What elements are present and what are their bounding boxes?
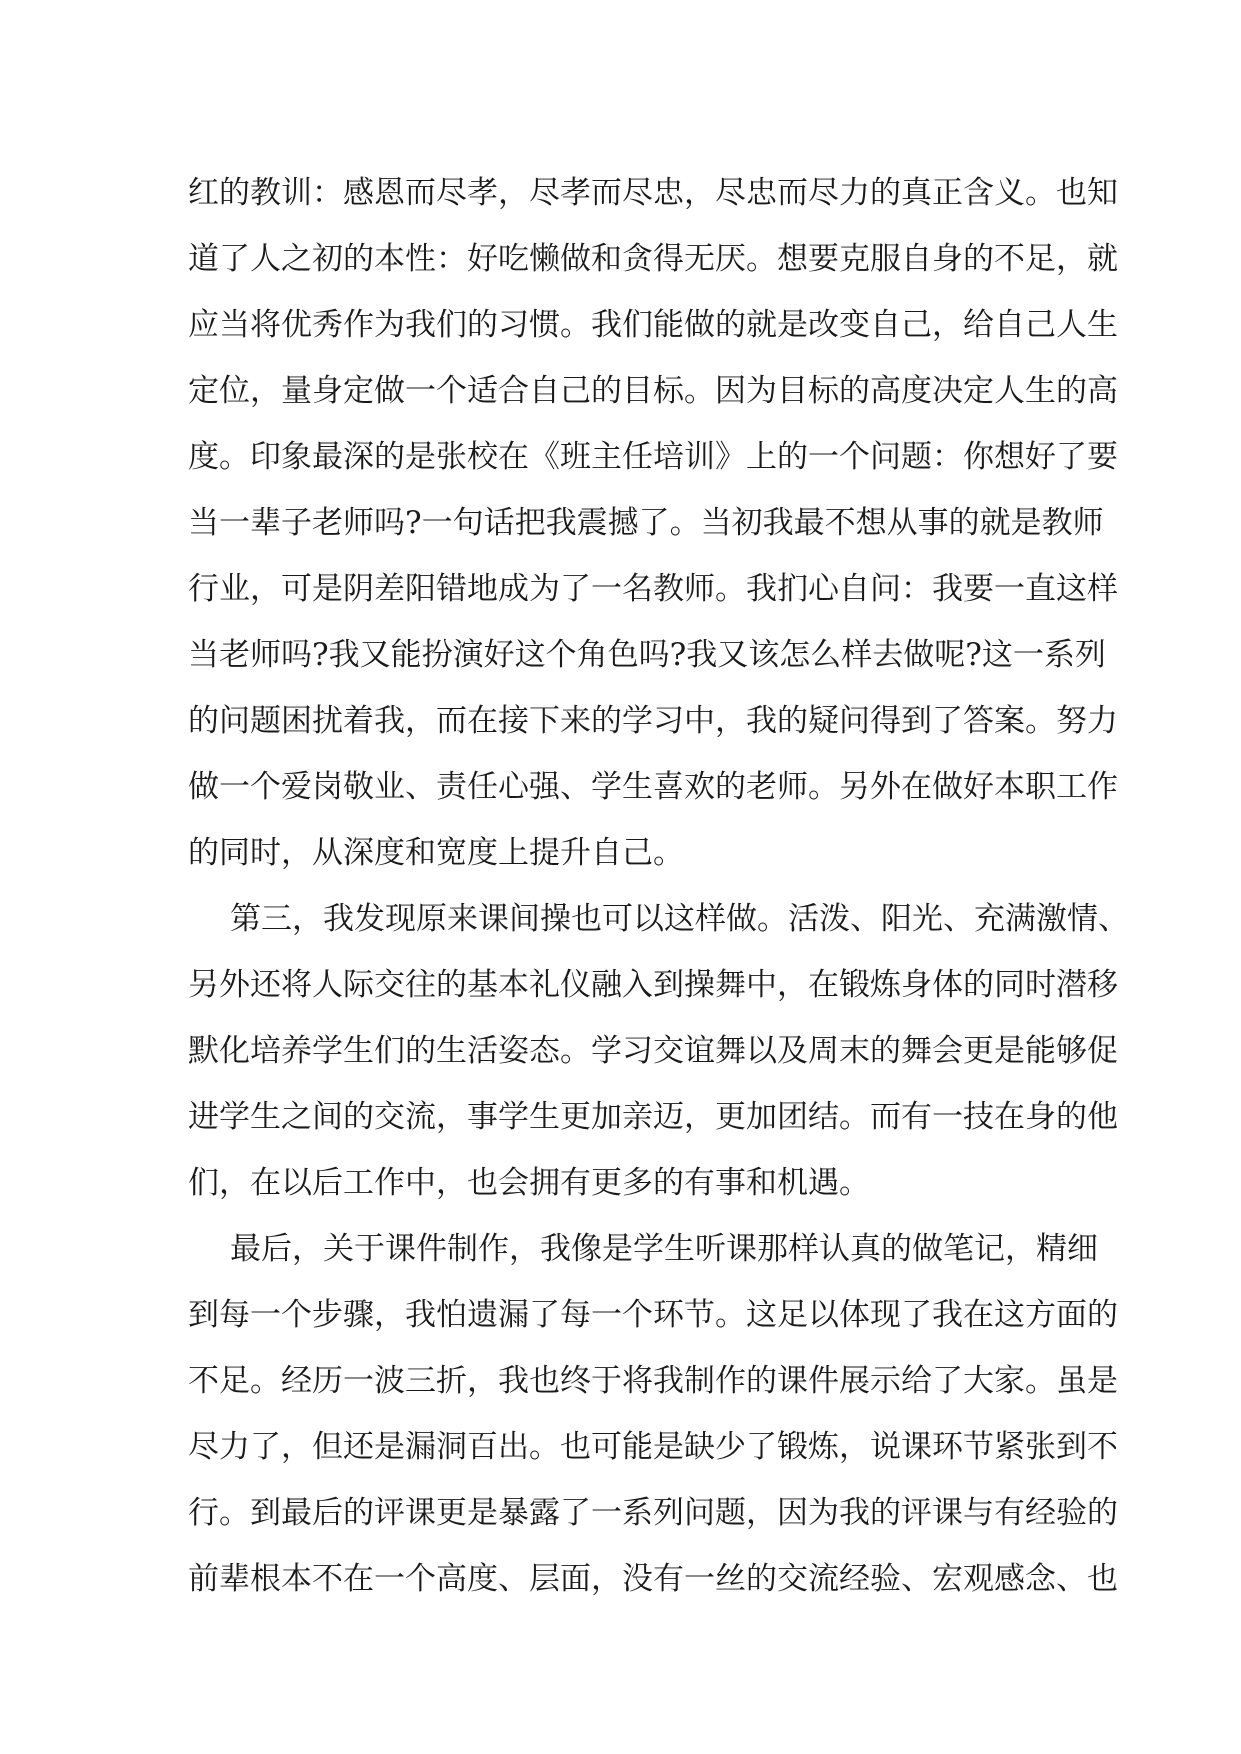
text-line: 另外还将人际交往的基本礼仪融入到操舞中，在锻炼身体的同时潜移 [188,967,1118,1003]
text-line: 行。到最后的评课更是暴露了一系列问题，因为我的评课与有经验的 [188,1495,1118,1531]
text-line: 行业，可是阴差阳错地成为了一名教师。我扪心自问：我要一直这样 [188,571,1118,607]
text-line: 进学生之间的交流，事学生更加亲迈，更加团结。而有一技在身的他 [188,1099,1118,1135]
text-line: 当一辈子老师吗?一句话把我震撼了。当初我最不想从事的就是教师 [188,505,1104,541]
text-line: 红的教训：感恩而尽孝，尽孝而尽忠，尽忠而尽力的真正含义。也知 [188,175,1118,211]
text-line: 道了人之初的本性：好吃懒做和贪得无厌。想要克服自身的不足，就 [188,241,1118,277]
text-line: 度。印象最深的是张校在《班主任培训》上的一个问题：你想好了要 [188,439,1118,475]
text-line: 定位，量身定做一个适合自己的目标。因为目标的高度决定人生的高 [188,373,1118,409]
text-line: 前辈根本不在一个高度、层面，没有一丝的交流经验、宏观感念、也 [188,1561,1118,1597]
text-line: 们，在以后工作中，也会拥有更多的有事和机遇。 [188,1165,870,1201]
text-line: 应当将优秀作为我们的习惯。我们能做的就是改变自己，给自己人生 [188,307,1118,343]
text-line: 当老师吗?我又能扮演好这个角色吗?我又该怎么样去做呢?这一系列 [188,637,1106,673]
paragraph-first-line: 最后，关于课件制作，我像是学生听课那样认真的做笔记，精细 [230,1231,1098,1267]
paragraph-first-line: 第三，我发现原来课间操也可以这样做。活泼、阳光、充满激情、 [230,901,1129,937]
text-line: 尽力了，但还是漏洞百出。也可能是缺少了锻炼，说课环节紧张到不 [188,1429,1118,1465]
body-text [188,160,1129,1612]
text-line: 的问题困扰着我，而在接下来的学习中，我的疑问得到了答案。努力 [188,703,1118,739]
text-line: 不足。经历一波三折，我也终于将我制作的课件展示给了大家。虽是 [188,1363,1118,1399]
text-line: 到每一个步骤，我怕遗漏了每一个环节。这足以体现了我在这方面的 [188,1297,1118,1333]
text-line: 做一个爱岗敬业、责任心强、学生喜欢的老师。另外在做好本职工作 [188,769,1118,805]
text-line: 默化培养学生们的生活姿态。学习交谊舞以及周末的舞会更是能够促 [188,1033,1118,1069]
text-line: 的同时，从深度和宽度上提升自己。 [188,835,684,871]
